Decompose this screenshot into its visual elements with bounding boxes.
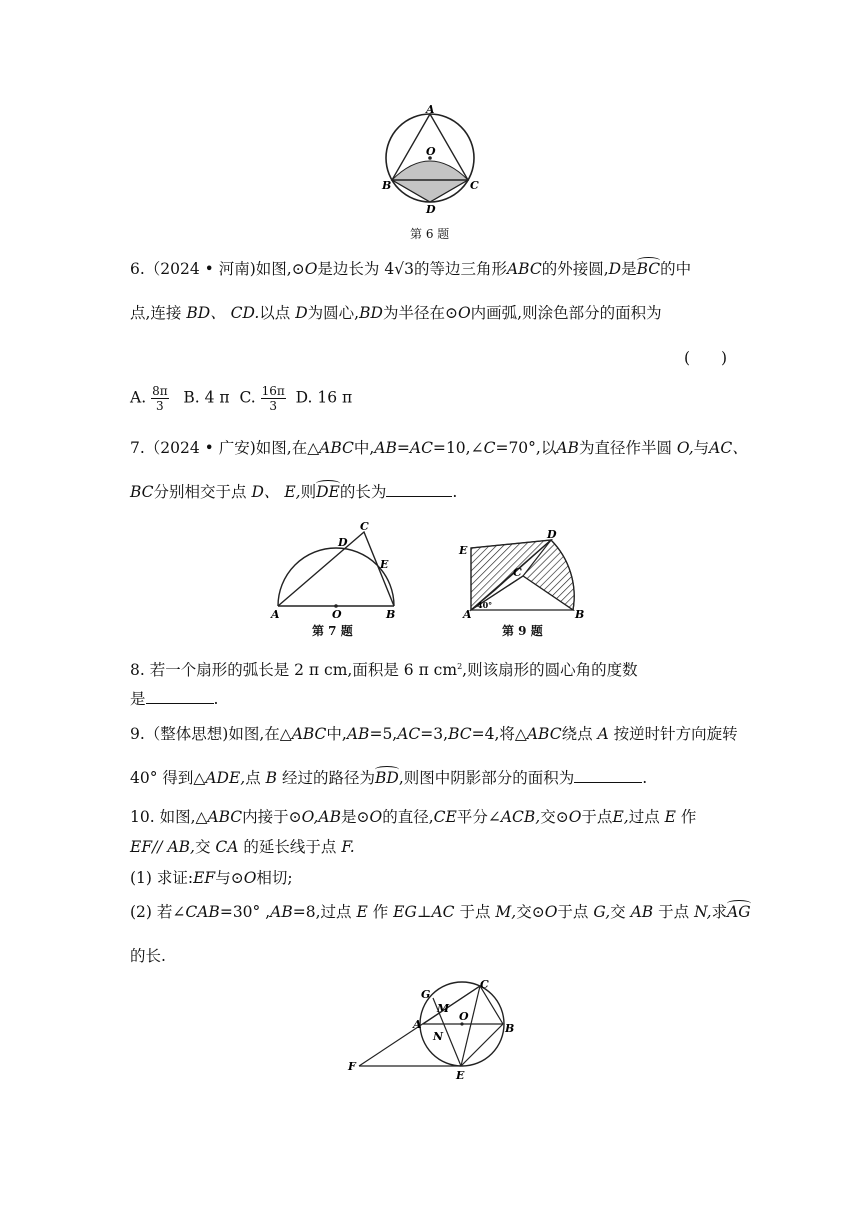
- label-o: O: [426, 145, 436, 158]
- option-a-fraction: $\frac{8\pi}{3}$: [152, 384, 168, 413]
- label-f: F: [348, 1060, 356, 1073]
- q8-answer-blank[interactable]: [146, 689, 214, 704]
- label-d: D: [338, 536, 348, 549]
- q8-line-2: 是 .: [130, 690, 219, 708]
- label-e: E: [459, 544, 468, 557]
- answer-bracket: ( ): [684, 349, 728, 367]
- figure-9: [455, 530, 590, 620]
- q6-options: A. $\frac{8\pi}{3}$ B. 4 π C. $\frac{16\pi}{3}$ D. 16 π: [130, 384, 353, 413]
- label-b: B: [386, 608, 396, 620]
- label-g: G: [421, 988, 431, 1001]
- q9-answer-blank[interactable]: [574, 768, 642, 783]
- q10-line-1: 10. 如图,△ABC内接于⊙O,AB是⊙O的直径,CE平分∠ACB,交⊙O于点E,过点 E 作: [130, 808, 697, 826]
- label-e: E: [456, 1069, 465, 1082]
- label-o: O: [332, 608, 342, 620]
- label-a: A: [271, 608, 280, 620]
- option-c-fraction: $\frac{16\pi}{3}$: [261, 384, 285, 413]
- q10-part-2-end: 的长.: [130, 947, 166, 965]
- figure-7-caption: 第 7 题: [312, 624, 353, 638]
- triangle-abc: [278, 532, 394, 606]
- label-b: B: [382, 179, 392, 192]
- label-c: C: [480, 980, 489, 991]
- label-c: C: [360, 520, 369, 533]
- figure-9-caption: 第 9 题: [502, 624, 543, 638]
- label-e: E: [380, 558, 389, 571]
- label-o: O: [459, 1010, 469, 1023]
- label-a: A: [463, 608, 472, 620]
- label-c: C: [513, 566, 522, 579]
- label-n: N: [433, 1030, 444, 1043]
- label-b: B: [575, 608, 585, 620]
- label-m: M: [437, 1002, 450, 1015]
- figure-10: [345, 980, 520, 1085]
- label-angle: 40°: [477, 600, 493, 610]
- label-c: C: [470, 179, 479, 192]
- q7-line-1: 7.（2024 • 广安)如图,在△ABC中,AB=AC=10,∠C=70°,以AB为直径作半圆 O,与AC、: [130, 439, 748, 457]
- q9-line-1: 9.（整体思想)如图,在△ABC中,AB=5,AC=3,BC=4,将△ABC绕点 A 按逆时针方向旋转: [130, 725, 738, 743]
- shaded-region: [392, 161, 468, 202]
- q9-line-2: 40° 得到△ADE,点 B 经过的路径为BD,则图中阴影部分的面积为 .: [130, 769, 648, 787]
- figure-6: [380, 100, 490, 220]
- q6-line-2: 点,连接 BD、 CD.以点 D为圆心,BD为半径在⊙O内画弧,则涂色部分的面积为: [130, 304, 662, 322]
- q10-part-1: (1) 求证:EF与⊙O相切;: [130, 869, 293, 887]
- label-d: D: [547, 530, 557, 541]
- segment-eb: [461, 1024, 503, 1066]
- q8-line-1: 8. 若一个扇形的弧长是 2 π cm,面积是 6 π $cm^2$,则该扇形的圆心角的度数: [130, 661, 638, 679]
- label-d: D: [426, 203, 436, 216]
- figure-6-caption: 第 6 题: [410, 227, 450, 241]
- q6-line-1: 6.（2024 • 河南)如图,⊙O是边长为 4√3的等边三角形ABC的外接圆,D是BC的中: [130, 260, 692, 278]
- label-a: A: [413, 1018, 422, 1031]
- q10-part-2: (2) 若∠CAB=30° ,AB=8,过点 E 作 EG⊥AC 于点 M,交⊙O于点 G,交 AB 于点 N,求AG: [130, 903, 751, 921]
- q7-line-2: BC分别相交于点 D、 E,则DE的长为 .: [130, 483, 458, 501]
- segment-ce: [461, 986, 480, 1066]
- label-a: A: [426, 103, 435, 116]
- label-b: B: [505, 1022, 515, 1035]
- q7-answer-blank[interactable]: [386, 482, 452, 497]
- q10-line-2: EF// AB,交 CA 的延长线于点 F.: [130, 838, 355, 856]
- figure-7: [268, 520, 403, 620]
